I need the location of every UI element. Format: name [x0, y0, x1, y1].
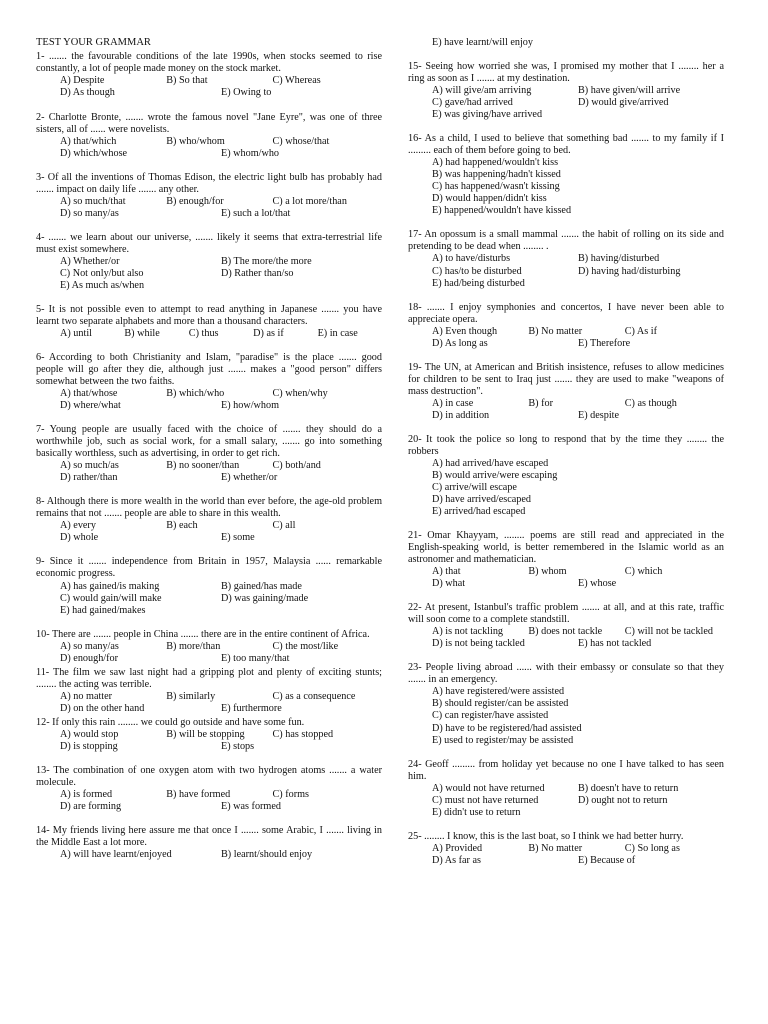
option-row: [432, 193, 724, 205]
answer-option: D) is not being tackled: [432, 638, 525, 650]
answer-option: A) that/which: [60, 135, 117, 147]
option-row: [432, 398, 724, 410]
answer-option: D) on the other hand: [60, 702, 145, 714]
option-row: [60, 268, 382, 280]
answer-option: E) whom/who: [221, 147, 280, 159]
question-stem: 19- The UN, at American and British insistence, refuses to allow medicines for children to be sent to Iraq just ....... they are used to make "weapons of mass destruction".: [408, 361, 724, 397]
answer-option: A) had arrived/have escaped: [432, 457, 549, 469]
answer-option: E) too many/that: [221, 652, 290, 664]
question-item: [408, 362, 724, 422]
answer-option: C) has stopped: [272, 728, 334, 740]
option-row: [432, 181, 724, 193]
answer-option: D) was gaining/made: [221, 592, 309, 604]
question-item: [36, 825, 382, 861]
answer-options: [408, 686, 724, 746]
answer-option: B) which/who: [166, 388, 225, 400]
question-item: [408, 61, 724, 121]
answer-option: E) how/whom: [221, 400, 280, 412]
answer-option: A) that/whose: [60, 388, 118, 400]
answer-option: C) would gain/will make: [60, 592, 162, 604]
question-item: [408, 37, 724, 49]
question-item: [408, 831, 724, 867]
answer-option: C) has happened/wasn't kissing: [432, 181, 560, 193]
answer-option: C) arrive/will escape: [432, 481, 517, 493]
question-stem: 5- It is not possible even to attempt to read anything in Japanese ....... you have learnt two separate alphabets and more than a thousand characters.: [36, 303, 382, 327]
answer-option: B) No matter: [528, 325, 583, 337]
answer-option: B) similarly: [166, 690, 216, 702]
option-row: [432, 338, 724, 350]
question-stem: 16- As a child, I used to believe that something bad ....... to my family if I ......... each of them before going to bed.: [408, 133, 724, 157]
option-row: [60, 256, 382, 268]
question-stem: 4- ....... we learn about our universe, ....... likely it seems that extra-terrestrial life must exist somewhere.: [36, 231, 382, 255]
answer-options: [408, 843, 724, 867]
answer-option: C) the most/like: [272, 640, 339, 652]
answer-option: B) So that: [166, 75, 208, 87]
right-column: [408, 37, 724, 879]
question-item: [36, 717, 382, 753]
answer-option: A) no matter: [60, 690, 113, 702]
question-item: [36, 232, 382, 292]
answer-option: E) had/being disturbed: [432, 277, 525, 289]
answer-option: E) despite: [578, 409, 620, 421]
answer-option: A) so many/as: [60, 640, 119, 652]
question-item: [36, 112, 382, 160]
answer-option: B) should register/can be assisted: [432, 698, 569, 710]
answer-option: E) have learnt/will enjoy: [432, 37, 533, 48]
option-row: [432, 410, 724, 422]
option-row: [432, 795, 724, 807]
answer-option: E) such a lot/that: [221, 207, 291, 219]
answer-option: E) was formed: [221, 801, 281, 812]
answer-option: B) gained/has made: [221, 580, 302, 592]
answer-options: [36, 460, 382, 484]
answer-option: A) is formed: [60, 788, 113, 800]
answer-option: E) in case: [317, 327, 358, 339]
option-row: [432, 807, 724, 819]
answer-option: B) enough/for: [166, 195, 224, 207]
option-row: [432, 37, 724, 49]
answer-option: C) So long as: [624, 842, 680, 854]
answer-option: E) furthermore: [221, 702, 282, 714]
question-item: [408, 530, 724, 590]
answer-options: [36, 849, 382, 861]
answer-option: D) As though: [60, 87, 115, 99]
question-stem: 3- Of all the inventions of Thomas Edison, the electric light bulb has probably had ....... impact on daily life ....... any other.: [36, 171, 382, 195]
answer-option: B) who/whom: [166, 135, 225, 147]
question-item: [36, 304, 382, 340]
answer-options: [36, 729, 382, 753]
answer-option: B) was happening/hadn't kissed: [432, 169, 561, 181]
option-row: [60, 641, 382, 653]
answer-option: C) must not have returned: [432, 794, 539, 806]
answer-option: C) Whereas: [272, 75, 321, 87]
question-stem: 12- If only this rain ........ we could go outside and have some fun.: [36, 716, 305, 728]
answer-option: E) stops: [221, 740, 255, 752]
answer-option: B) more/than: [166, 640, 221, 652]
question-item: [36, 496, 382, 544]
answer-option: C) all: [272, 520, 296, 532]
answer-option: D) ought not to return: [578, 794, 668, 806]
option-row: [432, 843, 724, 855]
answer-options: [408, 326, 724, 350]
option-row: [60, 849, 382, 861]
answer-option: A) Provided: [432, 842, 483, 854]
option-row: [60, 581, 382, 593]
question-item: [36, 667, 382, 715]
answer-option: C) as though: [624, 397, 677, 409]
option-row: [60, 653, 382, 665]
question-stem: 10- There are ....... people in China ....... there are in the entire continent of Africa.: [36, 628, 370, 640]
option-row: [60, 388, 382, 400]
question-stem: 6- According to both Christianity and Islam, "paradise" is the place ....... good people will go after they die, although just ....... makes a "good person" differs somewhat between the two faiths.: [36, 352, 382, 388]
answer-option: A) had happened/wouldn't kiss: [432, 157, 559, 169]
question-stem: 13- The combination of one oxygen atom with two hydrogen atoms ....... a water molecule.: [36, 764, 382, 788]
answer-options: [408, 398, 724, 422]
question-item: [408, 302, 724, 350]
option-row: [60, 801, 382, 813]
question-item: [408, 602, 724, 650]
answer-option: E) whether/or: [221, 472, 278, 484]
answer-options: [36, 196, 382, 220]
answer-option: C) forms: [272, 788, 310, 800]
answer-option: B) for: [528, 397, 553, 409]
answer-option: A) Despite: [60, 75, 105, 87]
answer-option: E) As much as/when: [60, 279, 145, 291]
option-row: [60, 605, 382, 617]
answer-option: D) whole: [60, 532, 99, 544]
option-row: [432, 278, 724, 290]
answer-options: [36, 328, 382, 340]
answer-option: D) in addition: [432, 409, 490, 421]
answer-option: E) was giving/have arrived: [432, 109, 543, 121]
answer-option: E) arrived/had escaped: [432, 506, 526, 518]
option-row: [432, 169, 724, 181]
question-item: [36, 172, 382, 220]
option-row: [60, 460, 382, 472]
option-row: [60, 87, 382, 99]
answer-option: A) so much/that: [60, 195, 126, 207]
question-stem: 22- At present, Istanbul's traffic problem ....... at all, and at this rate, traffic will soon come to a complete standstill.: [408, 602, 724, 626]
question-stem: 9- Since it ....... independence from Britain in 1957, Malaysia ...... remarkable economic progress.: [36, 556, 382, 580]
answer-options: [36, 691, 382, 715]
answer-options: [36, 136, 382, 160]
option-row: [432, 735, 724, 747]
option-row: [432, 326, 724, 338]
option-row: [60, 741, 382, 753]
answer-option: B) No matter: [528, 842, 583, 854]
option-row: [60, 593, 382, 605]
answer-option: E) whose: [578, 578, 617, 590]
option-row: [432, 566, 724, 578]
answer-option: D) what: [432, 578, 466, 590]
option-row: [60, 472, 382, 484]
answer-option: D) rather/than: [60, 472, 118, 484]
option-row: [432, 85, 724, 97]
answer-options: [408, 566, 724, 590]
option-row: [60, 196, 382, 208]
answer-option: B) doesn't have to return: [578, 782, 679, 794]
answer-options: [408, 458, 724, 518]
answer-options: [36, 75, 382, 99]
option-row: [432, 253, 724, 265]
answer-option: B) would arrive/were escaping: [432, 469, 558, 481]
answer-option: D) would give/arrived: [578, 97, 669, 109]
answer-option: A) that: [432, 566, 461, 578]
answer-option: A) would stop: [60, 728, 119, 740]
answer-option: A) have registered/were assisted: [432, 686, 565, 698]
question-stem: 11- The film we saw last night had a gripping plot and plenty of exciting stunts; ........ the acting was terrible.: [36, 666, 382, 690]
answer-option: C) As if: [624, 325, 657, 337]
answer-option: C) as a consequence: [272, 690, 356, 702]
option-row: [432, 710, 724, 722]
answer-option: D) As long as: [432, 337, 488, 349]
question-item: [408, 662, 724, 746]
option-row: [60, 729, 382, 741]
option-row: [60, 75, 382, 87]
option-row: [432, 458, 724, 470]
answer-option: C) can register/have assisted: [432, 710, 549, 722]
answer-option: B) have given/will arrive: [578, 85, 681, 97]
question-item: [36, 352, 382, 412]
option-row: [432, 626, 724, 638]
answer-option: B) having/disturbed: [578, 253, 660, 265]
answer-option: A) in case: [432, 397, 474, 409]
question-stem: 17- An opossum is a small mammal ....... the habit of rolling on its side and pretending to be dead when ........ .: [408, 229, 724, 253]
option-row: [432, 578, 724, 590]
answer-option: D) are forming: [60, 801, 122, 812]
answer-option: A) every: [60, 520, 96, 532]
option-row: [432, 205, 724, 217]
option-row: [432, 109, 724, 121]
question-item: [408, 434, 724, 518]
answer-option: B) each: [166, 520, 198, 532]
option-row: [60, 328, 382, 340]
answer-options: [36, 581, 382, 617]
answer-option: D) having had/disturbing: [578, 265, 681, 277]
option-row: [432, 855, 724, 867]
answer-option: B) learnt/should enjoy: [221, 849, 313, 861]
question-stem: 23- People living abroad ...... with their embassy or consulate so that they ....... in an emergency.: [408, 662, 724, 686]
answer-option: D) which/whose: [60, 147, 128, 159]
answer-option: E) Owing to: [221, 87, 272, 99]
question-stem: 8- Although there is more wealth in the world than ever before, the age-old problem remains that not ....... people are able to share in this wealth.: [36, 496, 382, 520]
answer-option: A) has gained/is making: [60, 580, 160, 592]
answer-option: D) is stopping: [60, 740, 118, 752]
answer-option: C) whose/that: [272, 135, 330, 147]
answer-option: D) Rather than/so: [221, 267, 294, 279]
answer-option: A) until: [60, 327, 92, 339]
answer-option: E) happened/wouldn't have kissed: [432, 205, 572, 217]
option-row: [60, 148, 382, 160]
answer-option: E) some: [221, 532, 255, 544]
question-item: [408, 229, 724, 289]
answer-option: C) both/and: [272, 460, 321, 472]
option-row: [432, 506, 724, 518]
option-row: [432, 470, 724, 482]
answer-option: E) Therefore: [578, 337, 631, 349]
option-row: [60, 400, 382, 412]
answer-option: D) as if: [253, 327, 284, 339]
question-stem: 25- ........ I know, this is the last boat, so I think we had better hurry.: [408, 830, 684, 842]
page-title: TEST YOUR GRAMMAR: [36, 37, 151, 48]
question-item: [408, 133, 724, 217]
answer-options: [408, 626, 724, 650]
answer-option: C) gave/had arrived: [432, 97, 513, 109]
question-item: [408, 759, 724, 819]
answer-option: E) had gained/makes: [60, 604, 146, 616]
answer-option: D) have arrived/escaped: [432, 494, 531, 505]
option-row: [432, 97, 724, 109]
answer-option: B) have formed: [166, 788, 231, 800]
answer-option: A) Even though: [432, 325, 498, 337]
answer-option: C) when/why: [272, 388, 328, 400]
option-row: [432, 723, 724, 735]
option-row: [60, 532, 382, 544]
answer-option: A) will have learnt/enjoyed: [60, 849, 172, 861]
option-row: [432, 638, 724, 650]
answer-options: [408, 85, 724, 121]
answer-option: E) Because of: [578, 854, 636, 866]
answer-option: D) where/what: [60, 400, 121, 412]
answer-option: B) no sooner/than: [166, 460, 240, 472]
answer-option: E) has not tackled: [578, 638, 652, 650]
option-row: [60, 280, 382, 292]
question-stem: 20- It took the police so long to respond that by the time they ........ the robbers: [408, 433, 724, 457]
answer-option: B) The more/the more: [221, 255, 312, 267]
answer-options: [408, 783, 724, 819]
answer-options: [36, 388, 382, 412]
answer-options: [408, 157, 724, 217]
option-row: [60, 691, 382, 703]
answer-options: [36, 256, 382, 292]
answer-option: B) does not tackle: [528, 626, 603, 638]
question-item: [36, 629, 382, 665]
answer-option: C) has/to be disturbed: [432, 265, 522, 277]
question-stem: 21- Omar Khayyam, ........ poems are still read and appreciated in the English-speaking world, is better remembered in the Islamic world as an astronomer and mathematician.: [408, 530, 724, 566]
answer-option: B) will be stopping: [166, 728, 245, 740]
answer-option: C) will not be tackled: [624, 626, 713, 638]
question-item: [36, 424, 382, 484]
answer-option: C) which: [624, 566, 663, 578]
answer-options: [36, 520, 382, 544]
option-row: [432, 494, 724, 506]
answer-option: B) whom: [528, 566, 567, 578]
answer-option: C) a lot more/than: [272, 195, 347, 207]
answer-option: A) will give/am arriving: [432, 85, 532, 97]
question-item: [36, 51, 382, 99]
option-row: [432, 157, 724, 169]
answer-option: D) so many/as: [60, 207, 119, 219]
option-row: [432, 686, 724, 698]
answer-options: [408, 37, 724, 49]
question-stem: 1- ....... the favourable conditions of the late 1990s, when stocks seemed to rise constantly, a lot of people made money on the stock market.: [36, 51, 382, 75]
option-row: [60, 703, 382, 715]
question-stem: 2- Charlotte Bronte, ....... wrote the famous novel "Jane Eyre", was one of three sisters, all of ...... were novelists.: [36, 111, 382, 135]
answer-option: A) Whether/or: [60, 255, 120, 267]
question-item: [36, 556, 382, 616]
option-row: [432, 482, 724, 494]
answer-option: A) is not tackling: [432, 626, 504, 638]
option-row: [60, 208, 382, 220]
question-item: [36, 765, 382, 813]
question-stem: 24- Geoff ......... from holiday yet because no one I have talked to has seen him.: [408, 758, 724, 782]
question-stem: 14- My friends living here assure me that once I ....... some Arabic, I ....... living in the Middle East a lot more.: [36, 825, 382, 849]
question-stem: 18- ....... I enjoy symphonies and concertos, I have never been able to appreciate opera.: [408, 301, 724, 325]
answer-option: D) have to be registered/had assisted: [432, 722, 582, 734]
option-row: [432, 266, 724, 278]
answer-option: D) enough/for: [60, 652, 118, 664]
answer-options: [408, 253, 724, 289]
option-row: [432, 783, 724, 795]
answer-option: A) so much/as: [60, 460, 119, 472]
answer-option: E) didn't use to return: [432, 806, 521, 818]
answer-options: [36, 789, 382, 813]
answer-option: D) would happen/didn't kiss: [432, 193, 547, 205]
answer-option: C) thus: [188, 327, 219, 339]
question-stem: 15- Seeing how worried she was, I promised my mother that I ........ her a ring as soon as I ....... at my destination.: [408, 61, 724, 85]
option-row: [60, 520, 382, 532]
left-column: [36, 37, 382, 873]
option-row: [60, 789, 382, 801]
answer-option: A) would not have returned: [432, 782, 545, 794]
answer-options: [36, 641, 382, 665]
answer-option: A) to have/disturbs: [432, 253, 511, 265]
answer-option: E) used to register/may be assisted: [432, 734, 574, 746]
answer-option: B) while: [124, 327, 160, 339]
answer-option: C) Not only/but also: [60, 267, 144, 279]
option-row: [432, 698, 724, 710]
option-row: [60, 136, 382, 148]
answer-option: D) As far as: [432, 854, 481, 866]
question-stem: 7- Young people are usually faced with the choice of ....... they should do a worthwhile job, such as social work, for a small salary, ....... go into something basically worthless, such as advertising, in order to get rich.: [36, 424, 382, 460]
